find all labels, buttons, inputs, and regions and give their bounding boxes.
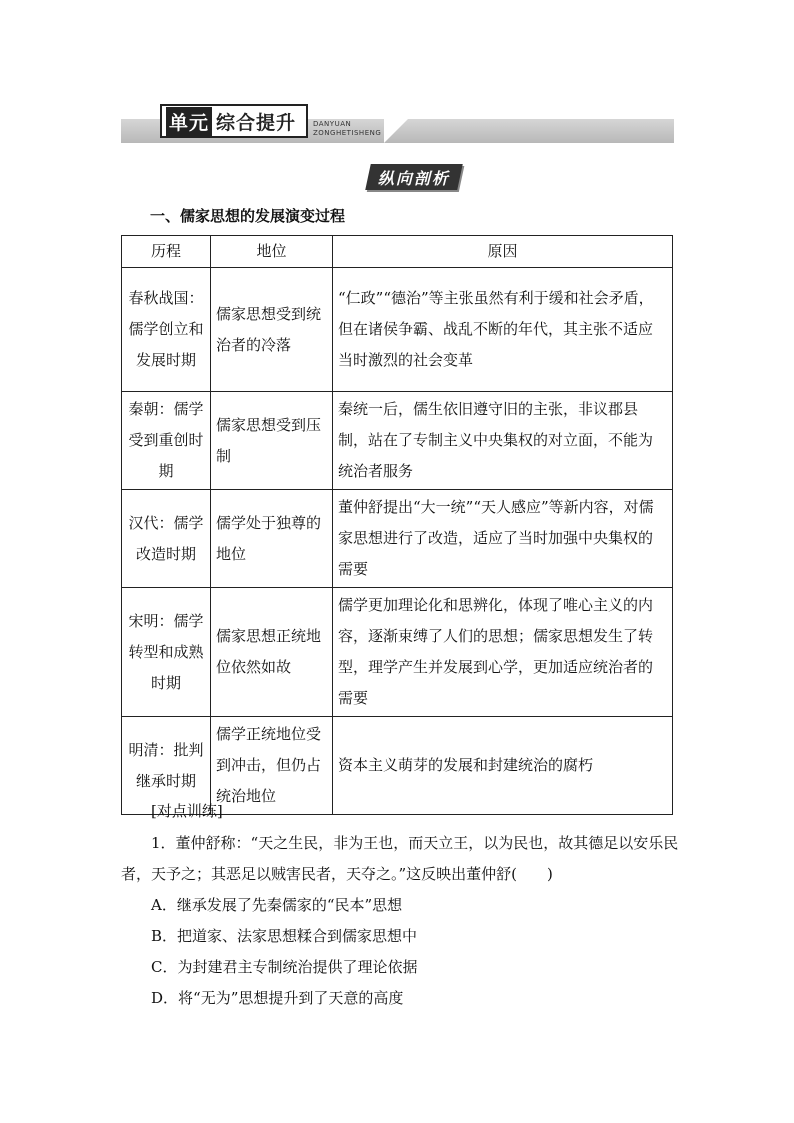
cell-status: 儒学处于独尊的地位 <box>211 490 333 588</box>
cell-stage: 明清：批判继承时期 <box>122 717 211 815</box>
cell-stage: 汉代：儒学改造时期 <box>122 490 211 588</box>
cell-reason: 儒学更加理论化和思辨化，体现了唯心主义的内容，逐渐束缚了人们的思想；儒家思想发生了转型，理学产生并发展到心学，更加适应统治者的需要 <box>333 588 673 717</box>
table-row <box>122 588 673 717</box>
section-heading: 一、儒家思想的发展演变过程 <box>150 207 346 225</box>
cell-status: 儒家思想正统地位依然如故 <box>211 588 333 717</box>
table-row <box>122 392 673 490</box>
cell-reason: “仁政”“德治”等主张虽然有利于缓和社会矛盾，但在诸侯争霸、战乱不断的年代，其主张不适应当时激烈的社会变革 <box>333 268 673 392</box>
table-header-row <box>122 236 673 268</box>
pinyin-line-2: ZONGHETISHENG <box>313 129 382 137</box>
cell-status: 儒家思想受到压制 <box>211 392 333 490</box>
practice-section <box>121 800 681 1014</box>
cell-reason: 秦统一后，儒生依旧遵守旧的主张，非议郡县制，站在了专制主义中央集权的对立面，不能为统治者服务 <box>333 392 673 490</box>
cell-reason: 董仲舒提出“大一统”“天人感应”等新内容，对儒家思想进行了改造，适应了当时加强中央集权的需要 <box>333 490 673 588</box>
option-a[interactable]: A．继承发展了先秦儒家的“民本”思想 <box>151 896 403 914</box>
cell-status: 儒学正统地位受到冲击，但仍占统治地位 <box>211 717 333 815</box>
cell-status: 儒家思想受到统治者的冷落 <box>211 268 333 392</box>
cell-stage: 宋明：儒学转型和成熟时期 <box>122 588 211 717</box>
confucianism-table <box>121 235 673 815</box>
table-row <box>122 490 673 588</box>
header-reason: 原因 <box>333 236 673 268</box>
pinyin-line-1: DANYUAN <box>313 120 352 128</box>
cell-reason: 资本主义萌芽的发展和封建统治的腐朽 <box>333 717 673 815</box>
section-tag <box>365 164 463 190</box>
cell-stage: 春秋战国：儒学创立和发展时期 <box>122 268 211 392</box>
header-status: 地位 <box>211 236 333 268</box>
option-d[interactable]: D．将“无为”思想提升到了天意的高度 <box>151 989 404 1007</box>
practice-tag: [对点训练] <box>151 802 223 820</box>
unit-title-part-a: 单元 <box>166 107 212 136</box>
banner-notch <box>384 119 408 143</box>
option-b[interactable]: B．把道家、法家思想糅合到儒家思想中 <box>151 927 418 945</box>
cell-stage: 秦朝：儒学受到重创时期 <box>122 392 211 490</box>
unit-title-badge <box>160 104 308 138</box>
question-stem: 1．董仲舒称：“天之生民，非为王也，而天立王，以为民也，故其德足以安乐民者，天予之；其恶足以贼害民者，天夺之。”这反映出董仲舒( ) <box>121 834 679 883</box>
header-stage: 历程 <box>122 236 211 268</box>
option-c[interactable]: C．为封建君主专制统治提供了理论依据 <box>151 958 418 976</box>
unit-title-pinyin <box>313 120 381 138</box>
section-tag-label: 纵向剖析 <box>377 168 450 188</box>
unit-title-part-b: 综合提升 <box>216 111 297 134</box>
table-row <box>122 268 673 392</box>
